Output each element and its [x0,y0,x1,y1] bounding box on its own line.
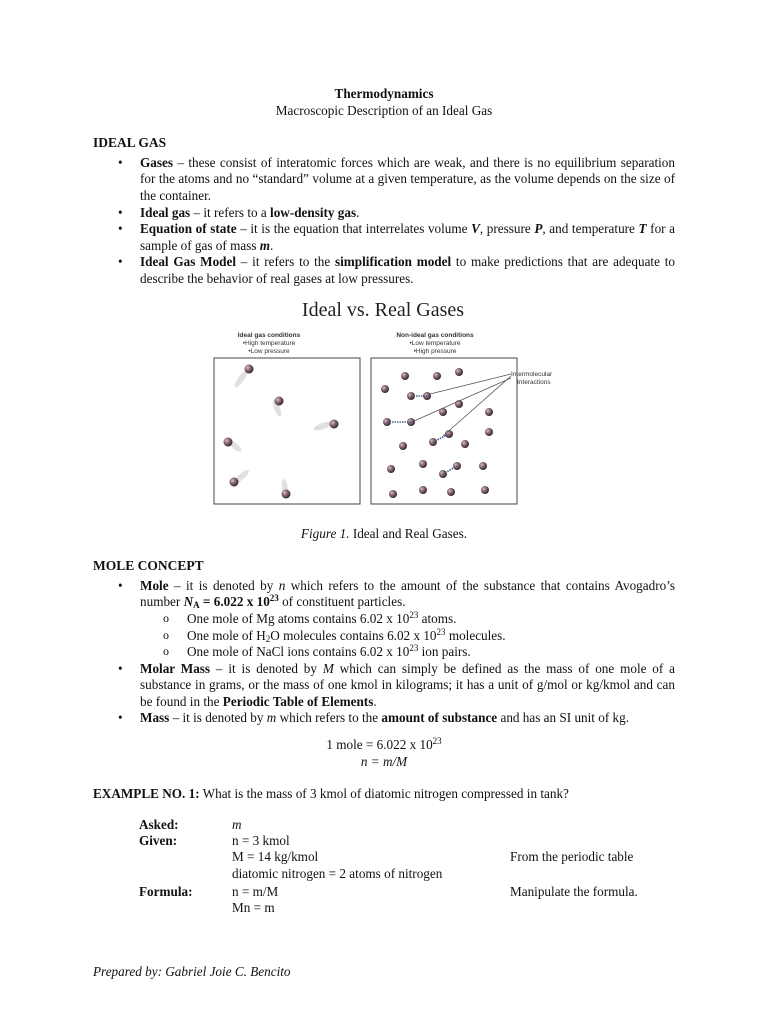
list-item: o One mole of NaCl ions contains 6.02 x $10^{23}$ ion pairs. [187,644,675,661]
given-label: Given: [139,832,178,848]
interactions-label-1: Intermolecular [511,370,553,378]
nonideal-condition-2: •High pressure [413,347,457,355]
given-value-2: M = 14 kg/kmol [232,848,319,864]
section-heading-ideal-gas: IDEAL GAS [93,135,167,151]
nonideal-condition-1: •Low temperature [409,339,461,347]
page-subtitle: Macroscopic Description of an Ideal Gas [275,102,493,118]
example-solution [93,817,675,913]
ideal-condition-1: •High temperature [242,339,296,347]
formula-label: Formula: [139,883,193,899]
list-item: • Molar Mass – it is denoted by M which can simply be defined as the mass of one mole of a substance in grams, or the mass of one kmol in kilograms; it has a unit of g/mol or kg/kmol and can be found in the Periodic Table of Elements. [140,661,675,711]
real-gas-box [371,358,517,504]
figure-title: Ideal vs. Real Gases [301,298,465,321]
nonideal-conditions-heading: Non-ideal gas conditions [396,331,474,339]
given-value-3: diatomic nitrogen = 2 atoms of nitrogen [232,865,443,881]
list-item: • Gases – these consist of interatomic forces which are weak, and there is no equilibrium separation for the atoms and no “standard” volume at a given temperature, as the volume depends on the size of the container. [140,155,675,205]
formula-note: Manipulate the formula. [510,883,638,899]
list-item: • Mass – it is denoted by m which refers to the amount of substance and has an SI unit of kg. [140,710,675,727]
given-note: From the periodic table [510,848,634,864]
formula-value-2: Mn = m [232,899,275,915]
footer-prepared-by: Prepared by: Gabriel Joie C. Bencito [93,964,291,979]
ideal-gas-list [93,155,675,288]
list-item: • Mole – it is denoted by n which refers to the amount of the substance that contains Avogadro’s number $N_A = 6.022$ x $10^{23}$ of constituent particles. o One mole of Mg atoms contains 6.02 x $10^{23}$ atoms. o One mole of $H_2O$ molecules contains 6.02 x $10^{23}$ molecules. o One mole of NaCl ions contains 6.02 x $10^{23}$ ion pairs. [140,578,675,661]
ideal-conditions-heading: Ideal gas conditions [237,331,301,339]
document-page [93,86,675,913]
list-item: o One mole of $H_2O$ molecules contains 6.02 x $10^{23}$ molecules. [187,628,675,645]
mole-examples [140,611,675,661]
asked-label: Asked: [139,816,179,832]
list-item: • Equation of state – it is the equation that interrelates volume V, pressure P, and temperature T for a sample of gas of mass m. [140,221,675,254]
asked-value: m [232,816,242,832]
ideal-vs-real-figure [93,294,675,524]
mole-list [93,578,675,727]
formula-value-1: n = m/M [232,883,279,899]
figure-caption: Figure 1. Ideal and Real Gases. [300,525,468,541]
ideal-condition-2: •Low pressure [248,347,290,355]
section-heading-mole: MOLE CONCEPT [93,558,204,574]
list-item: • Ideal Gas Model – it refers to the simplification model to make predictions that are adequate to describe the behavior of real gases at low pressures. [140,254,675,287]
list-item: • Ideal gas – it refers to a low-density gas. [140,205,675,222]
page-title: Thermodynamics [334,86,434,101]
mole-formula: 1 mole = 6.022 x $10^{23}$ n = m/M [326,736,442,769]
given-value-1: n = 3 kmol [232,832,290,848]
example-question: EXAMPLE NO. 1: What is the mass of 3 kmol of diatomic nitrogen compressed in tank? [93,786,569,802]
list-item: o One mole of Mg atoms contains 6.02 x $10^{23}$ atoms. [187,611,675,628]
interactions-label-2: Interactions [517,378,551,386]
figure-illustration [93,294,675,520]
